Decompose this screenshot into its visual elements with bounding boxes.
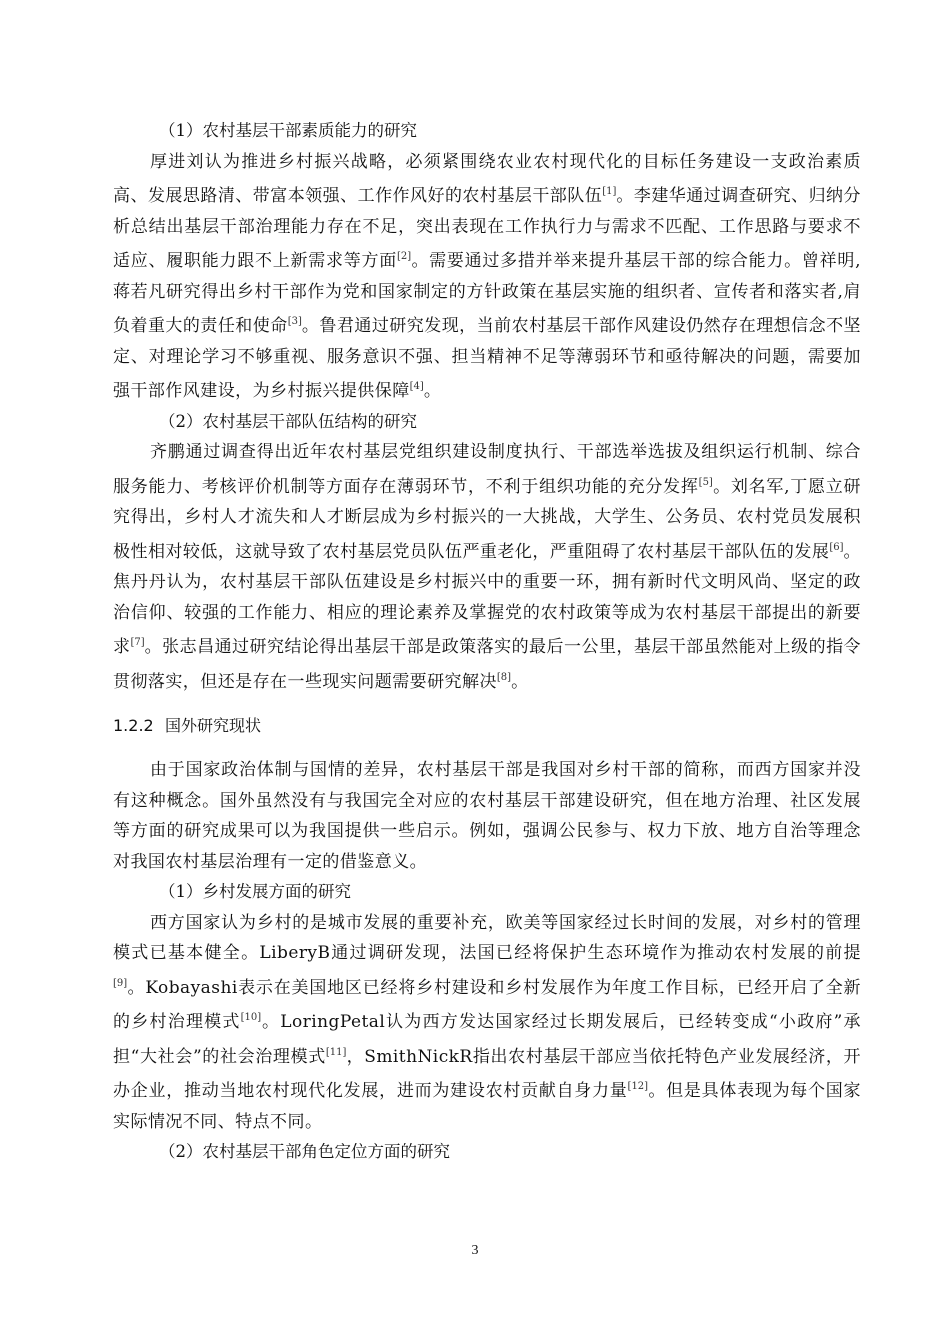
paragraph-text: ，SmithNickR指出农村基层干部应当依托特色产业发展经济，开办企业，推动当地农村现代化发展，进而为建设农村贡献自身力量: [113, 1046, 861, 1101]
citation-ref: [5]: [698, 476, 713, 488]
body-paragraph: [113, 908, 861, 1138]
citation-ref: [8]: [496, 671, 512, 683]
paragraph-text: 。LoringPetal认为西方发达国家经过长期发展后，已经转变成“小政府”承担“大社会”的社会治理模式: [113, 1012, 861, 1067]
subsection-heading: （1）农村基层干部素质能力的研究: [159, 121, 417, 140]
paragraph-text: 。Kobayashi表示在美国地区已经将乡村建设和乡村发展作为年度工作目标，已经开启了全新的乡村治理模式: [113, 977, 861, 1032]
body-paragraph: [113, 437, 861, 697]
citation-ref: [7]: [130, 637, 145, 648]
paragraph-text: 。但是具体表现为每个国家实际情况不同、特点不同。: [113, 1081, 861, 1132]
paragraph-text: 。张志昌通过研究结论得出基层干部是政策落实的最后一公里，基层干部虽然能对上级的指令贯彻落实，但还是存在一些现实问题需要研究解决: [113, 637, 862, 692]
paragraph-text: 。焦丹丹认为，农村基层干部队伍建设是乡村振兴中的重要一环，拥有新时代文明风尚、坚定的政治信仰、较强的工作能力、相应的理论素养及掌握党的农村政策等成为农村基层干部提出的新要求: [113, 541, 862, 657]
citation-ref: [11]: [325, 1046, 347, 1058]
citation-ref: [9]: [113, 977, 128, 989]
paragraph-text: 。需要通过多措并举来提升基层干部的综合能力。曾祥明,蒋若凡研究得出乡村干部作为党和国家制定的方针政策在基层实施的组织者、宣传者和落实者,肩负着重大的责任和使命: [113, 251, 861, 336]
subsection-heading: （1）乡村发展方面的研究: [159, 882, 351, 901]
paragraph-text: 。鲁君通过研究发现，当前农村基层干部作风建设仍然存在理想信念不坚定、对理论学习不够重视、服务意识不强、担当精神不足等薄弱环节和亟待解决的问题，需要加强干部作风建设，为乡村振兴提供保障: [113, 316, 862, 401]
citation-ref: [6]: [829, 541, 844, 553]
body-paragraph: [113, 755, 861, 877]
page-body: [113, 116, 861, 1168]
paragraph-text: 齐鹏通过调查得出近年农村基层党组织建设制度执行、干部选举选拔及组织运行机制、综合服务能力、考核评价机制等方面存在薄弱环节，不利于组织功能的充分发挥: [113, 442, 861, 497]
paragraph-text: 。刘名军,丁愿立研究得出，乡村人才流失和人才断层成为乡村振兴的一大挑战，大学生、公务员、农村党员发展积极性相对较低，这就导致了农村基层党员队伍严重老化，严重阻碍了农村基层干部队伍的发展: [113, 476, 861, 562]
section-number: 1.2.2: [113, 716, 154, 735]
citation-ref: [4]: [409, 381, 424, 392]
paragraph-text: 由于国家政治体制与国情的差异，农村基层干部是我国对乡村干部的简称，而西方国家并没有这种概念。国外虽然没有与我国完全对应的农村基层干部建设研究，但在地方治理、社区发展等方面的研究成果可以为我国提供一些启示。例如，强调公民参与、权力下放、地方自治等理念对我国农村基层治理有一定的借鉴意义。: [113, 760, 861, 872]
paragraph-text: 厚进刘认为推进乡村振兴战略，必须紧围绕农业农村现代化的目标任务建设一支政治素质高、发展思路清、带富本领强、工作作风好的农村基层干部队伍: [113, 151, 861, 206]
citation-ref: [1]: [602, 186, 617, 197]
citation-ref: [2]: [396, 251, 412, 262]
paragraph-text: 。: [511, 671, 529, 692]
paragraph-text: 西方国家认为乡村的是城市发展的重要补充，欧美等国家经过长时间的发展，对乡村的管理模式已基本健全。LiberyB通过调研发现，法国已经将保护生态环境作为推动农村发展的前提: [113, 912, 861, 963]
section-title: 国外研究现状: [165, 716, 262, 735]
citation-ref: [12]: [627, 1081, 649, 1092]
citation-ref: [3]: [287, 316, 302, 327]
section-heading: [113, 714, 861, 738]
page-number: 3: [471, 1243, 479, 1258]
paragraph-text: 。: [423, 381, 442, 401]
subsection-heading: （2）农村基层干部角色定位方面的研究: [159, 1142, 450, 1161]
subsection-heading: （2）农村基层干部队伍结构的研究: [159, 411, 417, 431]
citation-ref: [10]: [240, 1012, 262, 1023]
body-paragraph: [113, 147, 861, 407]
paragraph-text: 。李建华通过调查研究、归纳分析总结出基层干部治理能力存在不足，突出表现在工作执行力与需求不匹配、工作思路与要求不适应、履职能力跟不上新需求等方面: [113, 186, 861, 271]
